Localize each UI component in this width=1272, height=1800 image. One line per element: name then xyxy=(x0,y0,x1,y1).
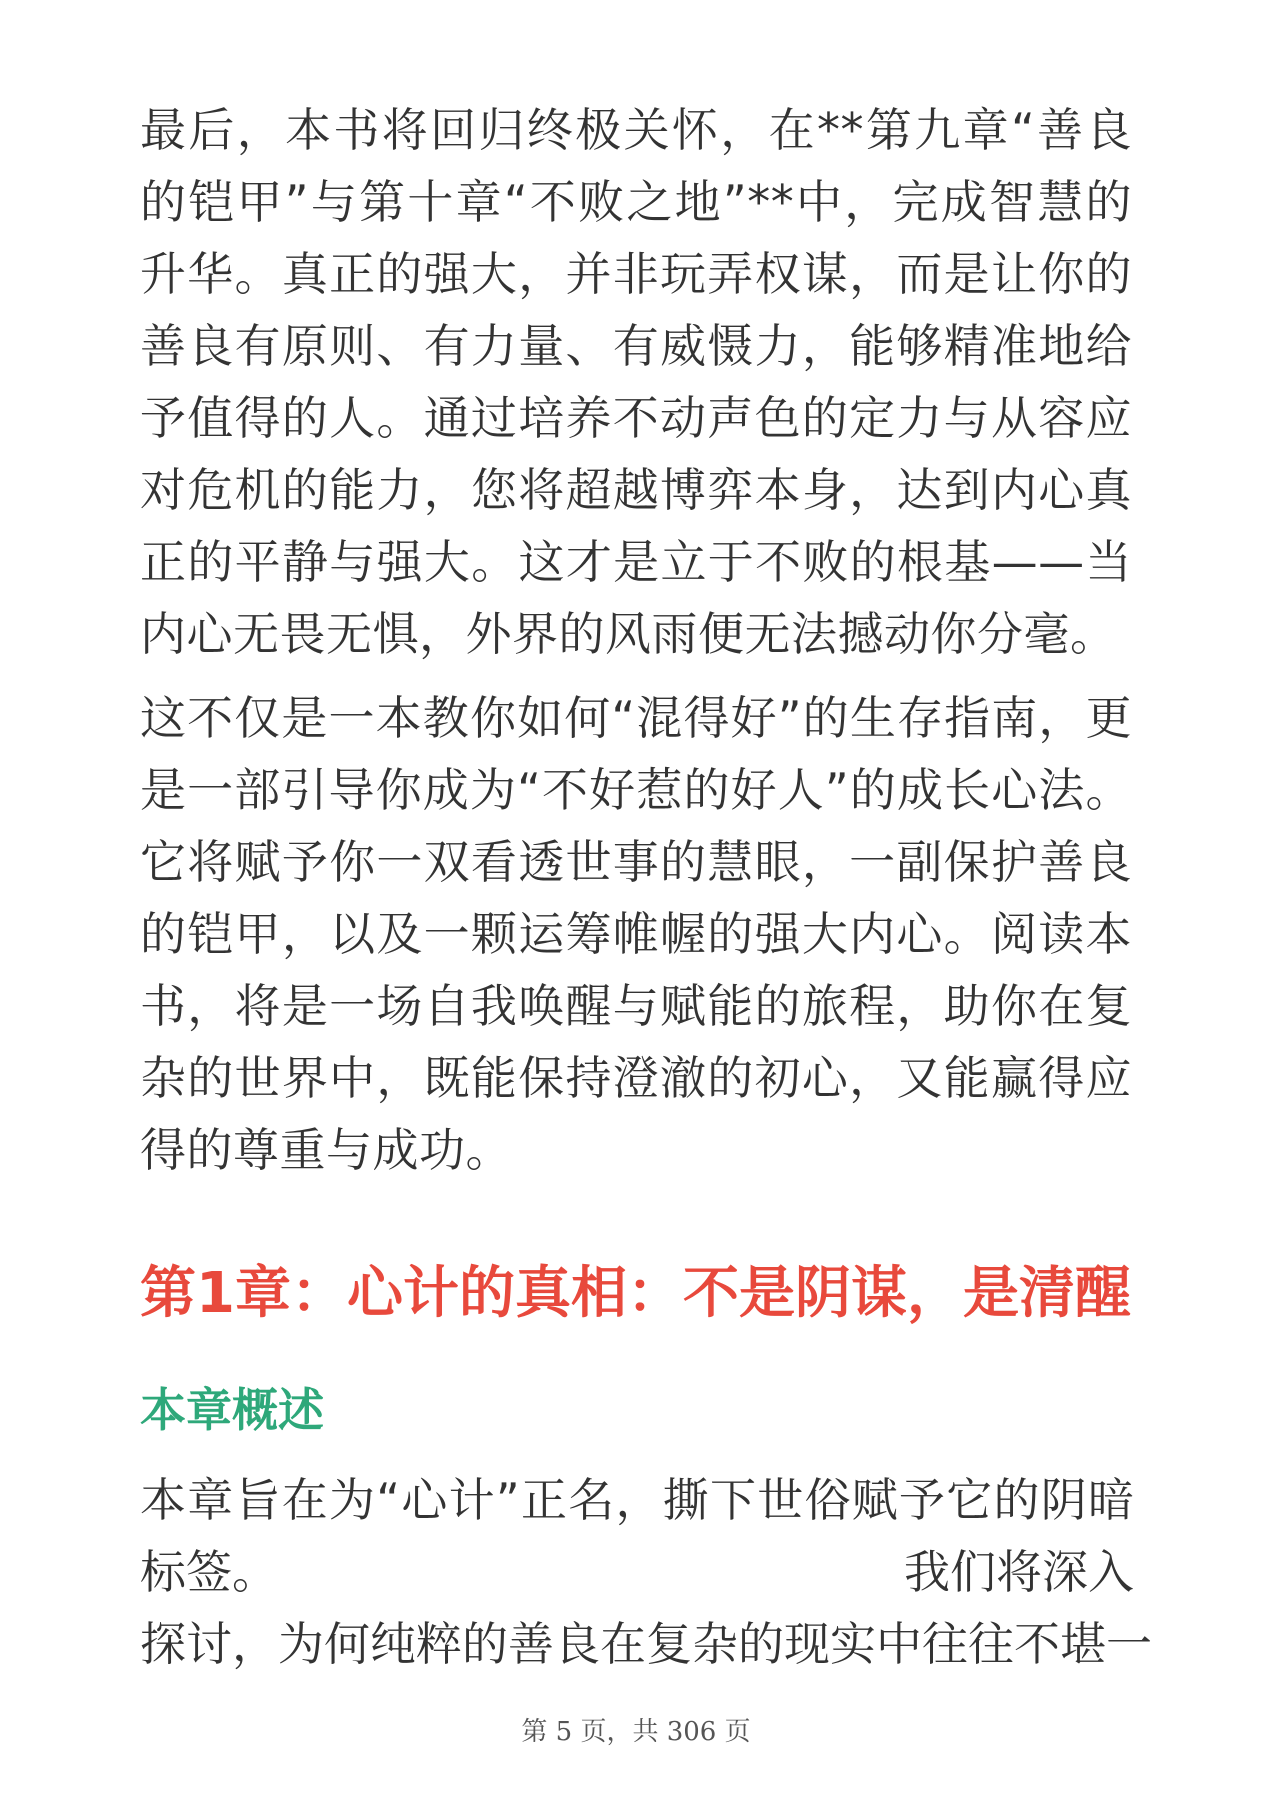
chapter-overview-text xyxy=(140,1464,1152,1680)
overview-line-3: 探讨，为何纯粹的善良在复杂的现实中往往不堪一 xyxy=(140,1617,1152,1671)
body-paragraph-1: 最后，本书将回归终极关怀，在**第九章“善良的铠甲”与第十章“不败之地”**中，完成智慧的升华。真正的强大，并非玩弄权谋，而是让你的善良有原则、有力量、有威慑力，能够精准地给予值得的人。通过培养不动声色的定力与从容应对危机的能力，您将超越博弈本身，达到内心真正的平静与强大。这才是立于不败的根基——当内心无畏无惧，外界的风雨便无法撼动你分毫。 xyxy=(140,103,1132,661)
body-paragraph-2: 这不仅是一本教你如何“混得好”的生存指南，更是一部引导你成为“不好惹的好人”的成长心法。它将赋予你一双看透世事的慧眼，一副保护善良的铠甲，以及一颗运筹帷幄的强大内心。阅读本书，将是一场自我唤醒与赋能的旅程，助你在复杂的世界中，既能保持澄澈的初心，又能赢得应得的尊重与成功。 xyxy=(140,691,1132,1177)
section-title: 本章概述 xyxy=(140,1383,324,1437)
overview-line-2-right: 我们将深入 xyxy=(904,1545,1134,1599)
chapter-title: 第1章：心计的真相：不是阴谋，是清醒 xyxy=(140,1261,1131,1326)
page-number-footer: 第 5 页，共 306 页 xyxy=(521,1717,751,1747)
overview-line-2 xyxy=(140,1536,1134,1608)
overview-line-1: 本章旨在为“心计”正名，撕下世俗赋予它的阴暗 xyxy=(140,1473,1134,1527)
document-body xyxy=(140,94,1132,1186)
overview-line-2-left: 标签。 xyxy=(140,1545,278,1599)
